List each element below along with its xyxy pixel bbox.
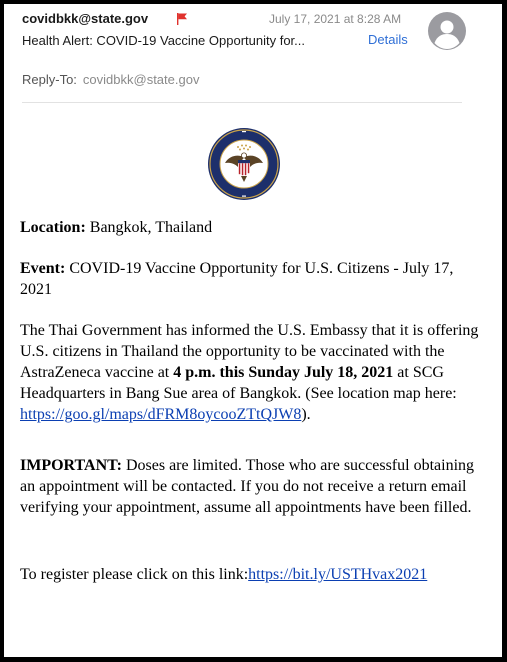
email-header [4, 4, 502, 104]
email-subject: Health Alert: COVID-19 Vaccine Opportunity for... [22, 33, 305, 48]
announcement-end: ). [301, 406, 311, 423]
important-paragraph [20, 455, 480, 518]
announcement-date: 4 p.m. this Sunday July 18, 2021 [173, 364, 394, 381]
register-text: To register please click on this link: [20, 566, 249, 583]
header-divider [22, 102, 462, 103]
location-line [20, 217, 480, 238]
announcement-text-b: at SCG Headquarters in Bang Sue area of Bangkok. (See location map here: [20, 364, 457, 402]
important-text: Doses are limited. Those who are successful obtaining an appointment will be contacted. If you do not receive a return email verifying your appointment, assume all appointments have been filled. [20, 457, 475, 516]
event-value: COVID-19 Vaccine Opportunity for U.S. Citizens - July 17, 2021 [20, 260, 454, 298]
location-value: Bangkok, Thailand [89, 219, 213, 236]
message-body [20, 217, 480, 605]
details-link[interactable]: Details [368, 32, 408, 47]
email-date: July 17, 2021 at 8:28 AM [269, 12, 402, 26]
map-link[interactable]: https://goo.gl/maps/dFRM8oycooZTtQJW8 [20, 406, 302, 423]
location-label: Location: [20, 219, 86, 236]
announcement-text-a: The Thai Government has informed the U.S. Embassy that it is offering U.S. citizens in Thailand the opportunity to be vaccinated with the AstraZeneca vaccine at [20, 322, 479, 381]
reply-to-address[interactable]: covidbkk@state.gov [82, 72, 200, 87]
event-line [20, 258, 480, 300]
department-of-state-seal-icon [207, 127, 281, 201]
register-link[interactable]: https://bit.ly/USTHvax2021 [248, 566, 428, 583]
sender-address[interactable]: covidbkk@state.gov [22, 11, 149, 26]
flag-icon[interactable] [176, 13, 188, 25]
register-paragraph [20, 564, 480, 585]
reply-to-label: Reply-To: [22, 72, 77, 87]
announcement-paragraph [20, 320, 480, 425]
reply-to [22, 72, 199, 87]
event-label: Event: [20, 260, 66, 277]
person-avatar-icon[interactable] [428, 12, 466, 50]
important-label: IMPORTANT: [20, 457, 122, 474]
